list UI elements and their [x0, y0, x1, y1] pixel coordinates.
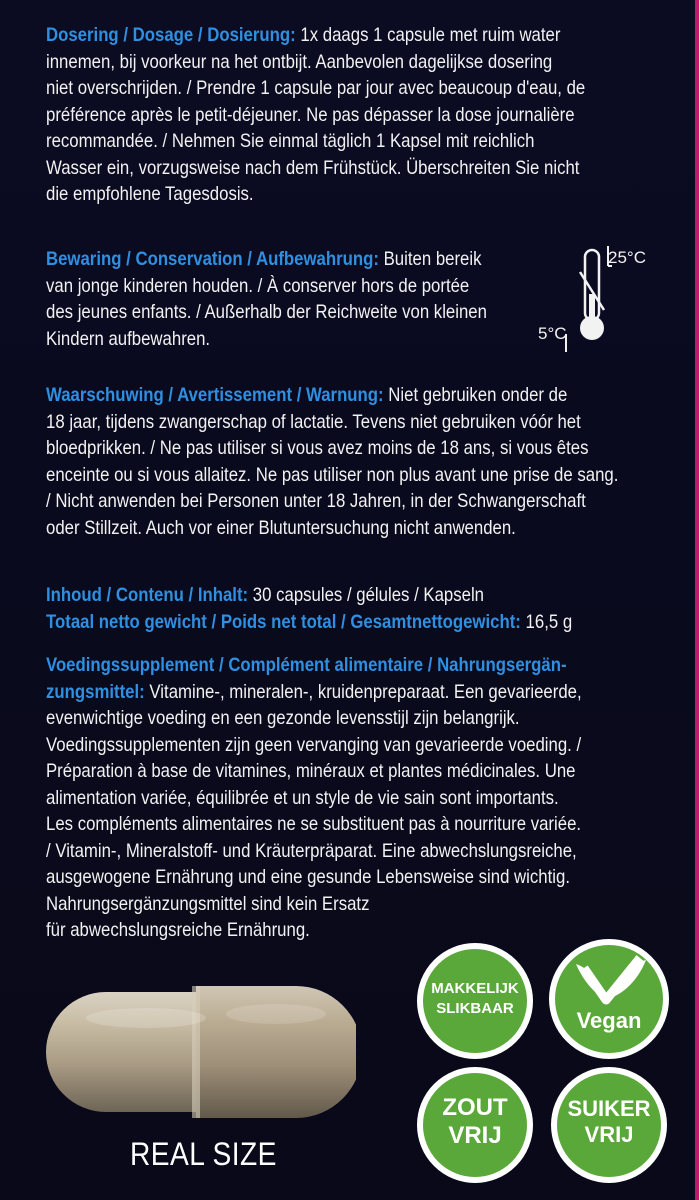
supplement-line: für abwechslungsreiche Ernährung.	[46, 919, 310, 941]
supplement-line: Préparation à base de vitamines, minéraux et plantes médicinales. Une	[46, 760, 576, 782]
supplement-line: Vitamine-, mineralen-, kruidenpreparaat. Een gevarieerde,	[144, 680, 582, 703]
supplement-line: Voedingssupplementen zijn geen vervanging van gevarieerde voeding. /	[46, 733, 582, 756]
supplement-line: evenwichtige voeding en een gezonde levensstijl zijn belangrijk.	[46, 707, 520, 729]
supplement-label: Voedingssupplement / Complément alimentaire / Nahrungsergän-	[46, 654, 567, 676]
supplement-line: ausgewogene Ernährung und eine gesunde Lebensweise sind wichtig.	[46, 866, 570, 888]
sugar-free-badge	[550, 1066, 668, 1184]
weight-value: 16,5 g	[520, 610, 573, 633]
supplement-label: zungsmittel:	[46, 680, 145, 703]
content-value: 30 capsules / gélules / Kapseln	[248, 584, 485, 606]
supplement-line: Nahrungsergänzungsmittel sind kein Ersatz	[46, 892, 370, 915]
vegan-badge	[548, 938, 670, 1060]
content-label: Inhoud / Contenu / Inhalt:	[46, 584, 249, 606]
dosage-line: préférence après le petit-déjeuner. Ne pas dépasser la dose journalière	[46, 103, 575, 126]
dosage-label: Dosering / Dosage / Dosierung:	[46, 24, 296, 46]
dosage-line: Wasser ein, vorzugsweise nach dem Frühstück. Überschreiten Sie nicht	[46, 156, 580, 179]
warning-line: enceinte ou si vous allaitez. Ne pas utiliser non plus avant une prise de sang.	[46, 463, 619, 486]
dosage-section	[46, 22, 586, 208]
dosage-line: 1x daags 1 capsule met ruim water	[295, 24, 561, 46]
supplement-line: / Vitamin-, Mineralstoff- und Kräuterpräparat. Eine abwechslungsreiche,	[46, 839, 577, 862]
warning-line: 18 jaar, tijdens zwangerschap of lactatie. Tevens niet gebruiken vóór het	[46, 410, 581, 433]
badge-text: SLIKBAAR	[436, 1000, 514, 1017]
supplement-section	[46, 652, 652, 944]
dosage-line: niet overschrijden. / Prendre 1 capsule par jour avec beaucoup d'eau, de	[46, 77, 586, 99]
warning-line: oder Stillzeit. Auch vor einer Blutuntersuchung nicht anwenden.	[46, 516, 516, 539]
warning-line: bloedprikken. / Ne pas utiliser si vous avez moins de 18 ans, si vous êtes	[46, 437, 589, 459]
warning-line: / Nicht anwenden bei Personen unter 18 Jahren, in der Schwangerschaft	[46, 490, 586, 512]
storage-line: Kindern aufbewahren.	[46, 327, 211, 350]
warning-label: Waarschuwing / Avertissement / Warnung:	[46, 384, 384, 406]
storage-line: des jeunes enfants. / Außerhalb der Reichweite von kleinen	[46, 301, 487, 323]
badge-text: ZOUT	[442, 1094, 508, 1121]
badge-text: Vegan	[576, 1008, 642, 1033]
dosage-line: die empfohlene Tagesdosis.	[46, 183, 254, 205]
badge-text: VRIJ	[584, 1122, 634, 1147]
storage-line: van jonge kinderen houden. / À conserver hors de portée	[46, 274, 470, 297]
temperature-range-icon	[536, 244, 656, 354]
storage-section	[46, 246, 532, 352]
weight-section	[46, 609, 652, 636]
vegan-leaf-icon	[548, 938, 670, 1060]
content-section	[46, 582, 652, 609]
max-temperature: 25°C	[608, 248, 646, 267]
supplement-line: alimentation variée, équilibrée et un style de vie sain sont importants.	[46, 786, 559, 809]
badge-text: SUIKER	[567, 1096, 651, 1121]
weight-label: Totaal netto gewicht / Poids net total / Gesamtnettogewicht:	[46, 610, 521, 633]
capsule-illustration	[36, 982, 356, 1122]
min-temperature: 5°C	[538, 324, 567, 343]
badge-text: VRIJ	[448, 1122, 502, 1149]
warning-line: Niet gebruiken onder de	[383, 384, 568, 406]
real-size-caption: REAL SIZE	[130, 1136, 277, 1172]
storage-label: Bewaring / Conservation / Aufbewahrung:	[46, 248, 379, 270]
supplement-line: Les compléments alimentaires ne se substituent pas à nourriture variée.	[46, 813, 582, 835]
badge-text: MAKKELIJK	[431, 980, 519, 997]
easy-swallow-badge	[416, 942, 534, 1060]
salt-free-badge	[416, 1066, 534, 1184]
storage-line: Buiten bereik	[378, 248, 482, 270]
dosage-line: recommandée. / Nehmen Sie einmal täglich 1 Kapsel mit reichlich	[46, 130, 535, 152]
warning-section	[46, 382, 652, 541]
capsule-image	[36, 982, 356, 1122]
dosage-line: innemen, bij voorkeur na het ontbijt. Aanbevolen dagelijkse dosering	[46, 50, 553, 73]
